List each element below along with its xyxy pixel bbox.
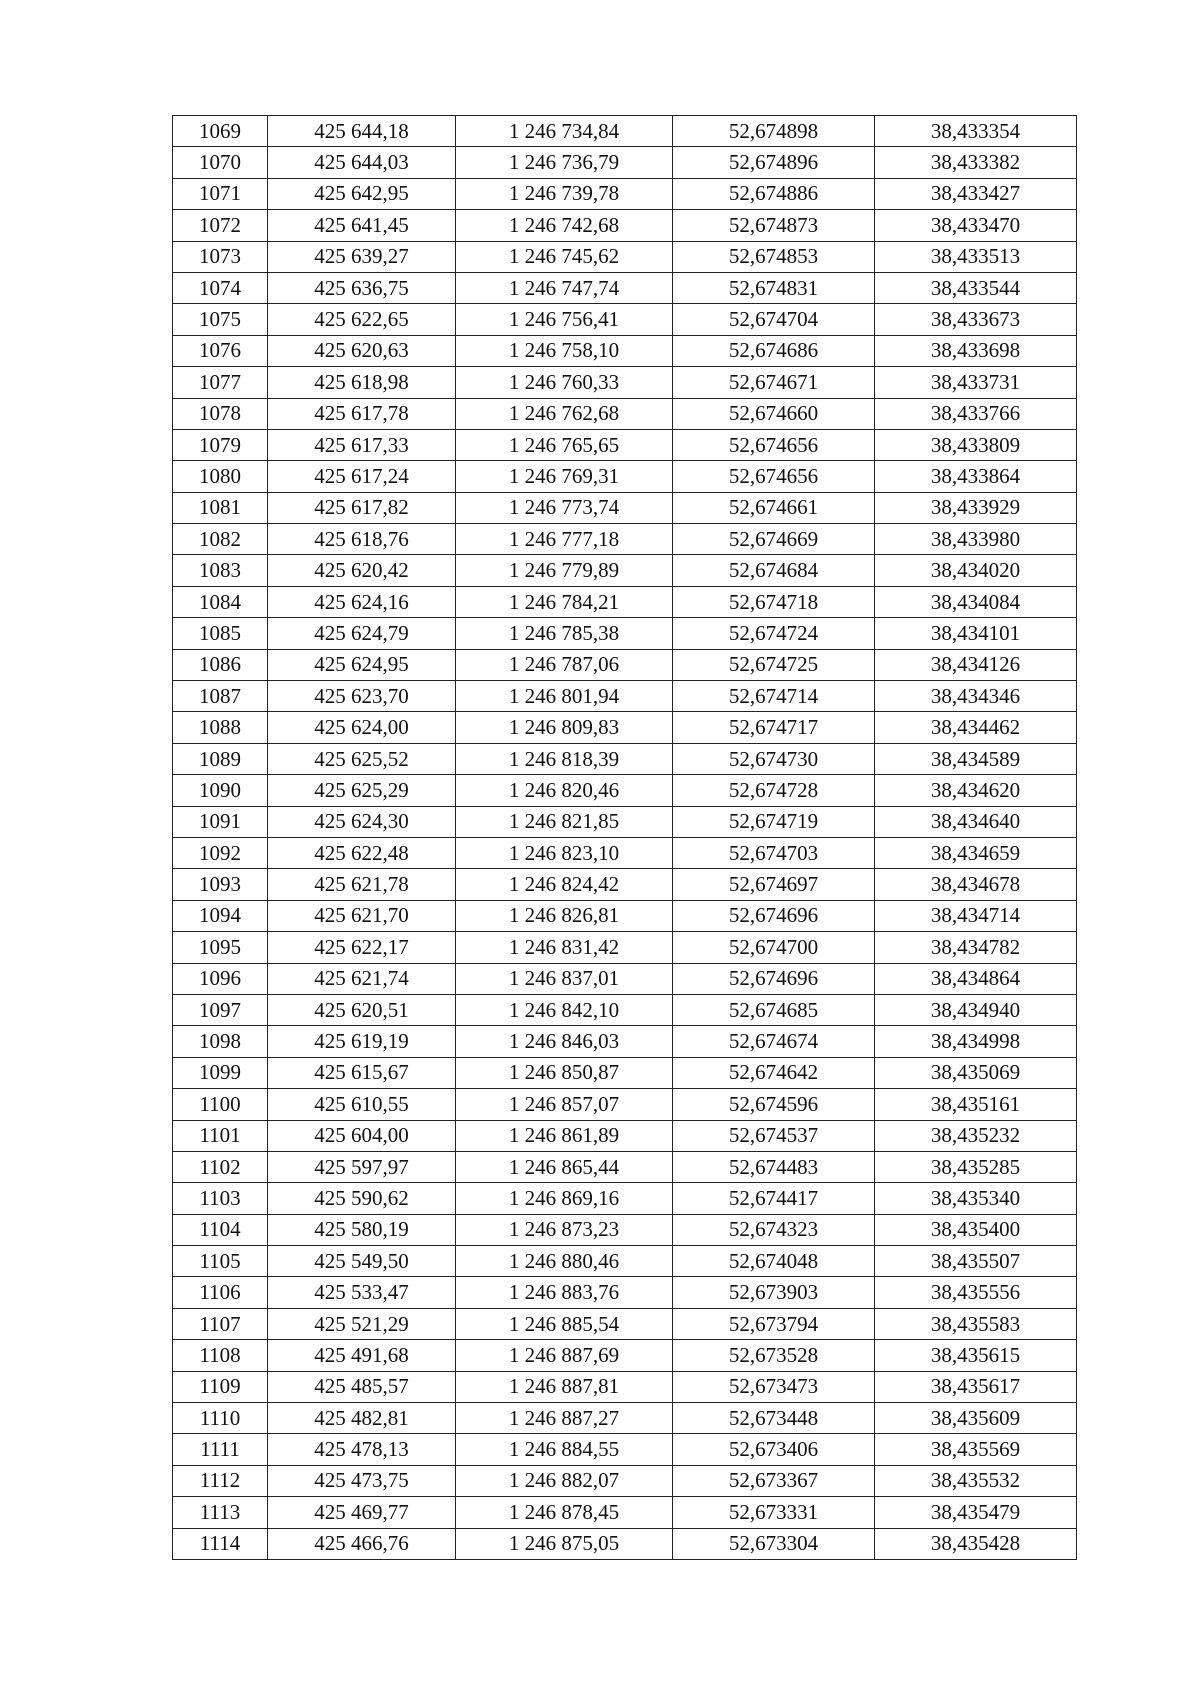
latitude-cell: 52,674717	[673, 712, 875, 743]
longitude-cell: 38,433731	[875, 367, 1077, 398]
y-coordinate-cell: 1 246 837,01	[456, 963, 673, 994]
longitude-cell: 38,434714	[875, 900, 1077, 931]
longitude-cell: 38,434678	[875, 869, 1077, 900]
longitude-cell: 38,434084	[875, 586, 1077, 617]
x-coordinate-cell: 425 624,30	[268, 806, 456, 837]
latitude-cell: 52,674697	[673, 869, 875, 900]
y-coordinate-cell: 1 246 857,07	[456, 1089, 673, 1120]
point-number-cell: 1097	[173, 994, 268, 1025]
point-number-cell: 1087	[173, 681, 268, 712]
y-coordinate-cell: 1 246 831,42	[456, 932, 673, 963]
latitude-cell: 52,674323	[673, 1214, 875, 1245]
y-coordinate-cell: 1 246 824,42	[456, 869, 673, 900]
x-coordinate-cell: 425 625,52	[268, 743, 456, 774]
latitude-cell: 52,674685	[673, 994, 875, 1025]
y-coordinate-cell: 1 246 736,79	[456, 147, 673, 178]
latitude-cell: 52,673304	[673, 1528, 875, 1559]
longitude-cell: 38,435609	[875, 1403, 1077, 1434]
latitude-cell: 52,673794	[673, 1308, 875, 1339]
longitude-cell: 38,435400	[875, 1214, 1077, 1245]
table-row	[173, 1151, 1077, 1182]
table-row	[173, 932, 1077, 963]
y-coordinate-cell: 1 246 787,06	[456, 649, 673, 680]
x-coordinate-cell: 425 580,19	[268, 1214, 456, 1245]
x-coordinate-cell: 425 521,29	[268, 1308, 456, 1339]
point-number-cell: 1085	[173, 618, 268, 649]
point-number-cell: 1076	[173, 335, 268, 366]
longitude-cell: 38,433470	[875, 210, 1077, 241]
y-coordinate-cell: 1 246 878,45	[456, 1497, 673, 1528]
table-row	[173, 1026, 1077, 1057]
longitude-cell: 38,433513	[875, 241, 1077, 272]
longitude-cell: 38,434462	[875, 712, 1077, 743]
table-row	[173, 1214, 1077, 1245]
latitude-cell: 52,674898	[673, 116, 875, 147]
latitude-cell: 52,674831	[673, 272, 875, 303]
point-number-cell: 1077	[173, 367, 268, 398]
point-number-cell: 1094	[173, 900, 268, 931]
latitude-cell: 52,674669	[673, 524, 875, 555]
table-row	[173, 806, 1077, 837]
y-coordinate-cell: 1 246 846,03	[456, 1026, 673, 1057]
y-coordinate-cell: 1 246 880,46	[456, 1246, 673, 1277]
table-row	[173, 1497, 1077, 1528]
table-row	[173, 1308, 1077, 1339]
y-coordinate-cell: 1 246 745,62	[456, 241, 673, 272]
latitude-cell: 52,674684	[673, 555, 875, 586]
point-number-cell: 1084	[173, 586, 268, 617]
latitude-cell: 52,674719	[673, 806, 875, 837]
latitude-cell: 52,674656	[673, 461, 875, 492]
longitude-cell: 38,435507	[875, 1246, 1077, 1277]
x-coordinate-cell: 425 617,24	[268, 461, 456, 492]
x-coordinate-cell: 425 621,70	[268, 900, 456, 931]
x-coordinate-cell: 425 622,48	[268, 837, 456, 868]
point-number-cell: 1101	[173, 1120, 268, 1151]
x-coordinate-cell: 425 621,74	[268, 963, 456, 994]
latitude-cell: 52,674048	[673, 1246, 875, 1277]
point-number-cell: 1098	[173, 1026, 268, 1057]
point-number-cell: 1111	[173, 1434, 268, 1465]
table-row	[173, 210, 1077, 241]
table-row	[173, 1277, 1077, 1308]
latitude-cell: 52,674730	[673, 743, 875, 774]
x-coordinate-cell: 425 491,68	[268, 1340, 456, 1371]
table-row	[173, 1089, 1077, 1120]
y-coordinate-cell: 1 246 773,74	[456, 492, 673, 523]
table-row	[173, 869, 1077, 900]
longitude-cell: 38,435161	[875, 1089, 1077, 1120]
table-row	[173, 429, 1077, 460]
y-coordinate-cell: 1 246 742,68	[456, 210, 673, 241]
x-coordinate-cell: 425 622,65	[268, 304, 456, 335]
y-coordinate-cell: 1 246 769,31	[456, 461, 673, 492]
latitude-cell: 52,674537	[673, 1120, 875, 1151]
table-row	[173, 1528, 1077, 1559]
x-coordinate-cell: 425 618,76	[268, 524, 456, 555]
coordinates-table	[172, 115, 1077, 1560]
latitude-cell: 52,674417	[673, 1183, 875, 1214]
y-coordinate-cell: 1 246 820,46	[456, 775, 673, 806]
latitude-cell: 52,674886	[673, 178, 875, 209]
point-number-cell: 1100	[173, 1089, 268, 1120]
latitude-cell: 52,674704	[673, 304, 875, 335]
x-coordinate-cell: 425 644,18	[268, 116, 456, 147]
point-number-cell: 1083	[173, 555, 268, 586]
latitude-cell: 52,674724	[673, 618, 875, 649]
longitude-cell: 38,434998	[875, 1026, 1077, 1057]
latitude-cell: 52,674596	[673, 1089, 875, 1120]
latitude-cell: 52,673406	[673, 1434, 875, 1465]
x-coordinate-cell: 425 624,16	[268, 586, 456, 617]
x-coordinate-cell: 425 625,29	[268, 775, 456, 806]
longitude-cell: 38,433929	[875, 492, 1077, 523]
table-row	[173, 1403, 1077, 1434]
table-row	[173, 900, 1077, 931]
y-coordinate-cell: 1 246 823,10	[456, 837, 673, 868]
y-coordinate-cell: 1 246 760,33	[456, 367, 673, 398]
x-coordinate-cell: 425 636,75	[268, 272, 456, 303]
y-coordinate-cell: 1 246 885,54	[456, 1308, 673, 1339]
longitude-cell: 38,435232	[875, 1120, 1077, 1151]
longitude-cell: 38,434659	[875, 837, 1077, 868]
point-number-cell: 1071	[173, 178, 268, 209]
x-coordinate-cell: 425 619,19	[268, 1026, 456, 1057]
point-number-cell: 1069	[173, 116, 268, 147]
table-row	[173, 1057, 1077, 1088]
longitude-cell: 38,433698	[875, 335, 1077, 366]
x-coordinate-cell: 425 621,78	[268, 869, 456, 900]
x-coordinate-cell: 425 482,81	[268, 1403, 456, 1434]
y-coordinate-cell: 1 246 734,84	[456, 116, 673, 147]
x-coordinate-cell: 425 549,50	[268, 1246, 456, 1277]
latitude-cell: 52,674696	[673, 900, 875, 931]
point-number-cell: 1102	[173, 1151, 268, 1182]
table-row	[173, 649, 1077, 680]
latitude-cell: 52,673473	[673, 1371, 875, 1402]
point-number-cell: 1074	[173, 272, 268, 303]
longitude-cell: 38,433673	[875, 304, 1077, 335]
y-coordinate-cell: 1 246 739,78	[456, 178, 673, 209]
y-coordinate-cell: 1 246 818,39	[456, 743, 673, 774]
latitude-cell: 52,674873	[673, 210, 875, 241]
table-row	[173, 618, 1077, 649]
latitude-cell: 52,674703	[673, 837, 875, 868]
y-coordinate-cell: 1 246 884,55	[456, 1434, 673, 1465]
y-coordinate-cell: 1 246 842,10	[456, 994, 673, 1025]
longitude-cell: 38,435569	[875, 1434, 1077, 1465]
point-number-cell: 1073	[173, 241, 268, 272]
point-number-cell: 1082	[173, 524, 268, 555]
y-coordinate-cell: 1 246 887,27	[456, 1403, 673, 1434]
point-number-cell: 1078	[173, 398, 268, 429]
x-coordinate-cell: 425 642,95	[268, 178, 456, 209]
point-number-cell: 1107	[173, 1308, 268, 1339]
table-row	[173, 304, 1077, 335]
table-row	[173, 398, 1077, 429]
longitude-cell: 38,435532	[875, 1465, 1077, 1496]
point-number-cell: 1072	[173, 210, 268, 241]
point-number-cell: 1113	[173, 1497, 268, 1528]
x-coordinate-cell: 425 617,33	[268, 429, 456, 460]
longitude-cell: 38,433354	[875, 116, 1077, 147]
table-row	[173, 461, 1077, 492]
x-coordinate-cell: 425 639,27	[268, 241, 456, 272]
longitude-cell: 38,434589	[875, 743, 1077, 774]
x-coordinate-cell: 425 533,47	[268, 1277, 456, 1308]
y-coordinate-cell: 1 246 785,38	[456, 618, 673, 649]
table-row	[173, 1246, 1077, 1277]
x-coordinate-cell: 425 485,57	[268, 1371, 456, 1402]
point-number-cell: 1089	[173, 743, 268, 774]
longitude-cell: 38,435479	[875, 1497, 1077, 1528]
longitude-cell: 38,435340	[875, 1183, 1077, 1214]
table-row	[173, 492, 1077, 523]
latitude-cell: 52,674718	[673, 586, 875, 617]
point-number-cell: 1080	[173, 461, 268, 492]
longitude-cell: 38,434126	[875, 649, 1077, 680]
longitude-cell: 38,435556	[875, 1277, 1077, 1308]
x-coordinate-cell: 425 623,70	[268, 681, 456, 712]
table-row	[173, 994, 1077, 1025]
table-row	[173, 1434, 1077, 1465]
latitude-cell: 52,673367	[673, 1465, 875, 1496]
latitude-cell: 52,674674	[673, 1026, 875, 1057]
x-coordinate-cell: 425 618,98	[268, 367, 456, 398]
x-coordinate-cell: 425 615,67	[268, 1057, 456, 1088]
x-coordinate-cell: 425 641,45	[268, 210, 456, 241]
point-number-cell: 1081	[173, 492, 268, 523]
longitude-cell: 38,433766	[875, 398, 1077, 429]
longitude-cell: 38,434101	[875, 618, 1077, 649]
x-coordinate-cell: 425 620,51	[268, 994, 456, 1025]
table-row	[173, 1120, 1077, 1151]
table-row	[173, 367, 1077, 398]
y-coordinate-cell: 1 246 887,81	[456, 1371, 673, 1402]
point-number-cell: 1106	[173, 1277, 268, 1308]
latitude-cell: 52,674728	[673, 775, 875, 806]
y-coordinate-cell: 1 246 873,23	[456, 1214, 673, 1245]
table-row	[173, 272, 1077, 303]
y-coordinate-cell: 1 246 747,74	[456, 272, 673, 303]
point-number-cell: 1099	[173, 1057, 268, 1088]
point-number-cell: 1092	[173, 837, 268, 868]
y-coordinate-cell: 1 246 758,10	[456, 335, 673, 366]
table-row	[173, 681, 1077, 712]
y-coordinate-cell: 1 246 887,69	[456, 1340, 673, 1371]
table-row	[173, 1465, 1077, 1496]
table-row	[173, 963, 1077, 994]
x-coordinate-cell: 425 478,13	[268, 1434, 456, 1465]
table-row	[173, 712, 1077, 743]
latitude-cell: 52,673528	[673, 1340, 875, 1371]
table-row	[173, 524, 1077, 555]
table-row	[173, 335, 1077, 366]
x-coordinate-cell: 425 590,62	[268, 1183, 456, 1214]
y-coordinate-cell: 1 246 801,94	[456, 681, 673, 712]
x-coordinate-cell: 425 604,00	[268, 1120, 456, 1151]
table-row	[173, 116, 1077, 147]
longitude-cell: 38,434620	[875, 775, 1077, 806]
y-coordinate-cell: 1 246 883,76	[456, 1277, 673, 1308]
latitude-cell: 52,674700	[673, 932, 875, 963]
point-number-cell: 1108	[173, 1340, 268, 1371]
table-row	[173, 241, 1077, 272]
longitude-cell: 38,435617	[875, 1371, 1077, 1402]
y-coordinate-cell: 1 246 882,07	[456, 1465, 673, 1496]
point-number-cell: 1091	[173, 806, 268, 837]
longitude-cell: 38,435428	[875, 1528, 1077, 1559]
point-number-cell: 1096	[173, 963, 268, 994]
y-coordinate-cell: 1 246 821,85	[456, 806, 673, 837]
table-row	[173, 555, 1077, 586]
latitude-cell: 52,673903	[673, 1277, 875, 1308]
table-row	[173, 1183, 1077, 1214]
x-coordinate-cell: 425 644,03	[268, 147, 456, 178]
latitude-cell: 52,674896	[673, 147, 875, 178]
latitude-cell: 52,674686	[673, 335, 875, 366]
longitude-cell: 38,434864	[875, 963, 1077, 994]
table-row	[173, 743, 1077, 774]
latitude-cell: 52,673331	[673, 1497, 875, 1528]
point-number-cell: 1090	[173, 775, 268, 806]
longitude-cell: 38,434020	[875, 555, 1077, 586]
y-coordinate-cell: 1 246 826,81	[456, 900, 673, 931]
latitude-cell: 52,674483	[673, 1151, 875, 1182]
latitude-cell: 52,674696	[673, 963, 875, 994]
x-coordinate-cell: 425 617,78	[268, 398, 456, 429]
table-row	[173, 1371, 1077, 1402]
point-number-cell: 1112	[173, 1465, 268, 1496]
x-coordinate-cell: 425 466,76	[268, 1528, 456, 1559]
point-number-cell: 1104	[173, 1214, 268, 1245]
longitude-cell: 38,435583	[875, 1308, 1077, 1339]
x-coordinate-cell: 425 610,55	[268, 1089, 456, 1120]
longitude-cell: 38,433809	[875, 429, 1077, 460]
longitude-cell: 38,433427	[875, 178, 1077, 209]
longitude-cell: 38,435615	[875, 1340, 1077, 1371]
point-number-cell: 1093	[173, 869, 268, 900]
y-coordinate-cell: 1 246 875,05	[456, 1528, 673, 1559]
table-row	[173, 586, 1077, 617]
table-row	[173, 837, 1077, 868]
point-number-cell: 1070	[173, 147, 268, 178]
x-coordinate-cell: 425 622,17	[268, 932, 456, 963]
coordinates-table-body	[173, 116, 1077, 1560]
y-coordinate-cell: 1 246 756,41	[456, 304, 673, 335]
longitude-cell: 38,433544	[875, 272, 1077, 303]
point-number-cell: 1075	[173, 304, 268, 335]
longitude-cell: 38,433864	[875, 461, 1077, 492]
longitude-cell: 38,434782	[875, 932, 1077, 963]
longitude-cell: 38,434640	[875, 806, 1077, 837]
y-coordinate-cell: 1 246 809,83	[456, 712, 673, 743]
latitude-cell: 52,674642	[673, 1057, 875, 1088]
table-row	[173, 775, 1077, 806]
x-coordinate-cell: 425 473,75	[268, 1465, 456, 1496]
latitude-cell: 52,674660	[673, 398, 875, 429]
latitude-cell: 52,674714	[673, 681, 875, 712]
latitude-cell: 52,674853	[673, 241, 875, 272]
latitude-cell: 52,674725	[673, 649, 875, 680]
point-number-cell: 1088	[173, 712, 268, 743]
x-coordinate-cell: 425 469,77	[268, 1497, 456, 1528]
latitude-cell: 52,674661	[673, 492, 875, 523]
y-coordinate-cell: 1 246 784,21	[456, 586, 673, 617]
point-number-cell: 1095	[173, 932, 268, 963]
y-coordinate-cell: 1 246 865,44	[456, 1151, 673, 1182]
longitude-cell: 38,434940	[875, 994, 1077, 1025]
y-coordinate-cell: 1 246 779,89	[456, 555, 673, 586]
point-number-cell: 1114	[173, 1528, 268, 1559]
longitude-cell: 38,434346	[875, 681, 1077, 712]
point-number-cell: 1086	[173, 649, 268, 680]
table-row	[173, 147, 1077, 178]
longitude-cell: 38,435069	[875, 1057, 1077, 1088]
y-coordinate-cell: 1 246 762,68	[456, 398, 673, 429]
x-coordinate-cell: 425 620,63	[268, 335, 456, 366]
y-coordinate-cell: 1 246 765,65	[456, 429, 673, 460]
x-coordinate-cell: 425 597,97	[268, 1151, 456, 1182]
point-number-cell: 1079	[173, 429, 268, 460]
x-coordinate-cell: 425 624,00	[268, 712, 456, 743]
x-coordinate-cell: 425 617,82	[268, 492, 456, 523]
x-coordinate-cell: 425 620,42	[268, 555, 456, 586]
latitude-cell: 52,674671	[673, 367, 875, 398]
table-row	[173, 178, 1077, 209]
latitude-cell: 52,673448	[673, 1403, 875, 1434]
point-number-cell: 1103	[173, 1183, 268, 1214]
x-coordinate-cell: 425 624,95	[268, 649, 456, 680]
y-coordinate-cell: 1 246 777,18	[456, 524, 673, 555]
longitude-cell: 38,435285	[875, 1151, 1077, 1182]
longitude-cell: 38,433382	[875, 147, 1077, 178]
x-coordinate-cell: 425 624,79	[268, 618, 456, 649]
y-coordinate-cell: 1 246 850,87	[456, 1057, 673, 1088]
y-coordinate-cell: 1 246 861,89	[456, 1120, 673, 1151]
table-row	[173, 1340, 1077, 1371]
y-coordinate-cell: 1 246 869,16	[456, 1183, 673, 1214]
point-number-cell: 1109	[173, 1371, 268, 1402]
point-number-cell: 1105	[173, 1246, 268, 1277]
longitude-cell: 38,433980	[875, 524, 1077, 555]
point-number-cell: 1110	[173, 1403, 268, 1434]
latitude-cell: 52,674656	[673, 429, 875, 460]
